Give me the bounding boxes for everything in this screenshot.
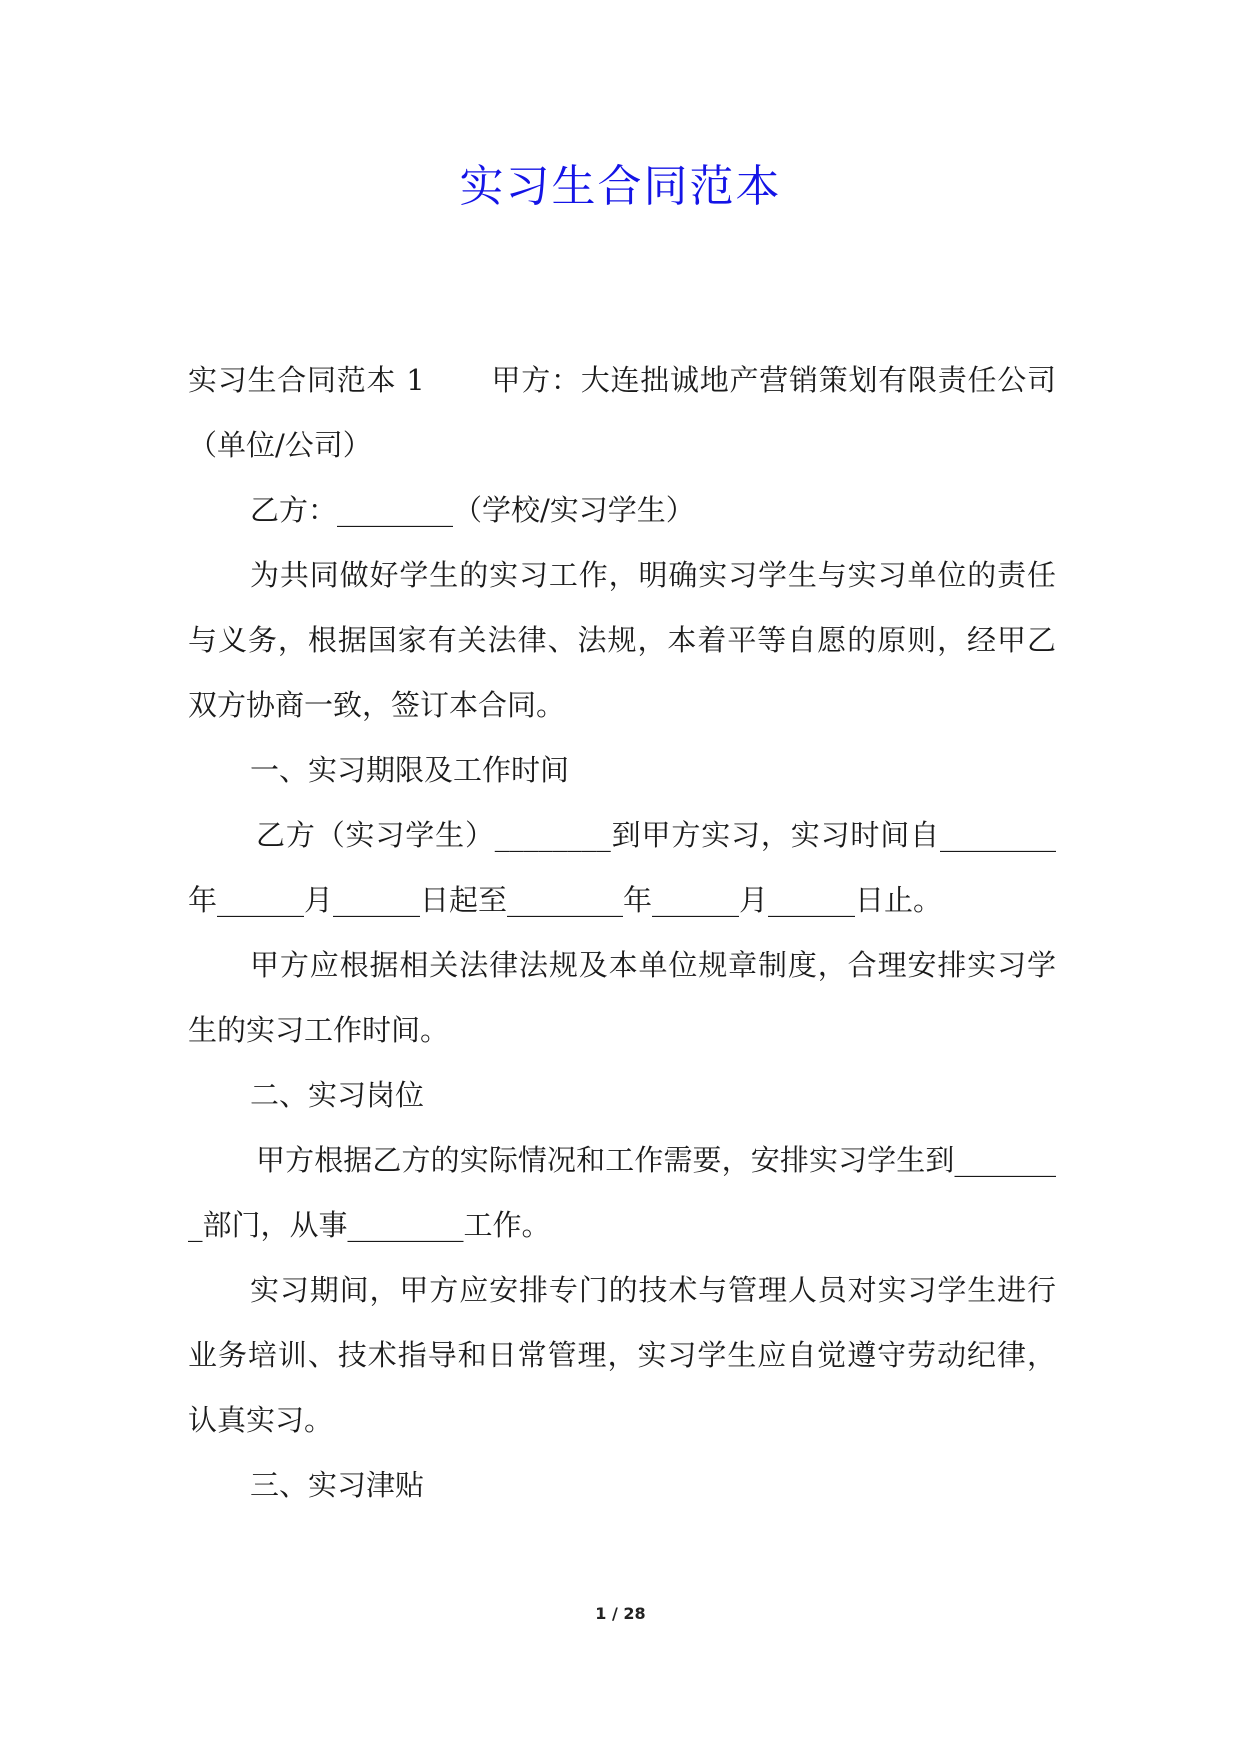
paragraph-party-a (188, 348, 1056, 478)
document-body (188, 348, 1056, 1518)
paragraph-preamble: 为共同做好学生的实习工作，明确实习学生与实习单位的责任与义务，根据国家有关法律、法规，本着平等自愿的原则，经甲乙双方协商一致，签订本合同。 (188, 558, 1056, 722)
paragraph-period: 乙方（实习学生）________到甲方实习，实习时间自________年______月______日起至________年______月______日止。 (188, 818, 1056, 917)
paragraph-position: 甲方根据乙方的实际情况和工作需要，安排实习学生到________部门，从事________工作。 (188, 1143, 1056, 1242)
section-heading-3: 三、实习津贴 (250, 1468, 425, 1502)
document-title: 实习生合同范本 (459, 161, 782, 212)
section-heading-1: 一、实习期限及工作时间 (250, 753, 570, 787)
party-a-text: 甲方：大连拙诚地产营销策划有限责任公司（单位/公司） (188, 363, 1056, 462)
page-number: 1 / 28 (595, 1604, 646, 1623)
paragraph-party-b: 乙方：________（学校/实习学生） (250, 493, 695, 527)
section-heading-2: 二、实习岗位 (250, 1078, 425, 1112)
paragraph-worktime: 甲方应根据相关法律法规及本单位规章制度，合理安排实习学生的实习工作时间。 (188, 948, 1056, 1047)
paragraph-training: 实习期间，甲方应安排专门的技术与管理人员对实习学生进行业务培训、技术指导和日常管理，实习学生应自觉遵守劳动纪律，认真实习。 (188, 1273, 1056, 1437)
contract-subtitle: 实习生合同范本 1 (188, 363, 425, 397)
